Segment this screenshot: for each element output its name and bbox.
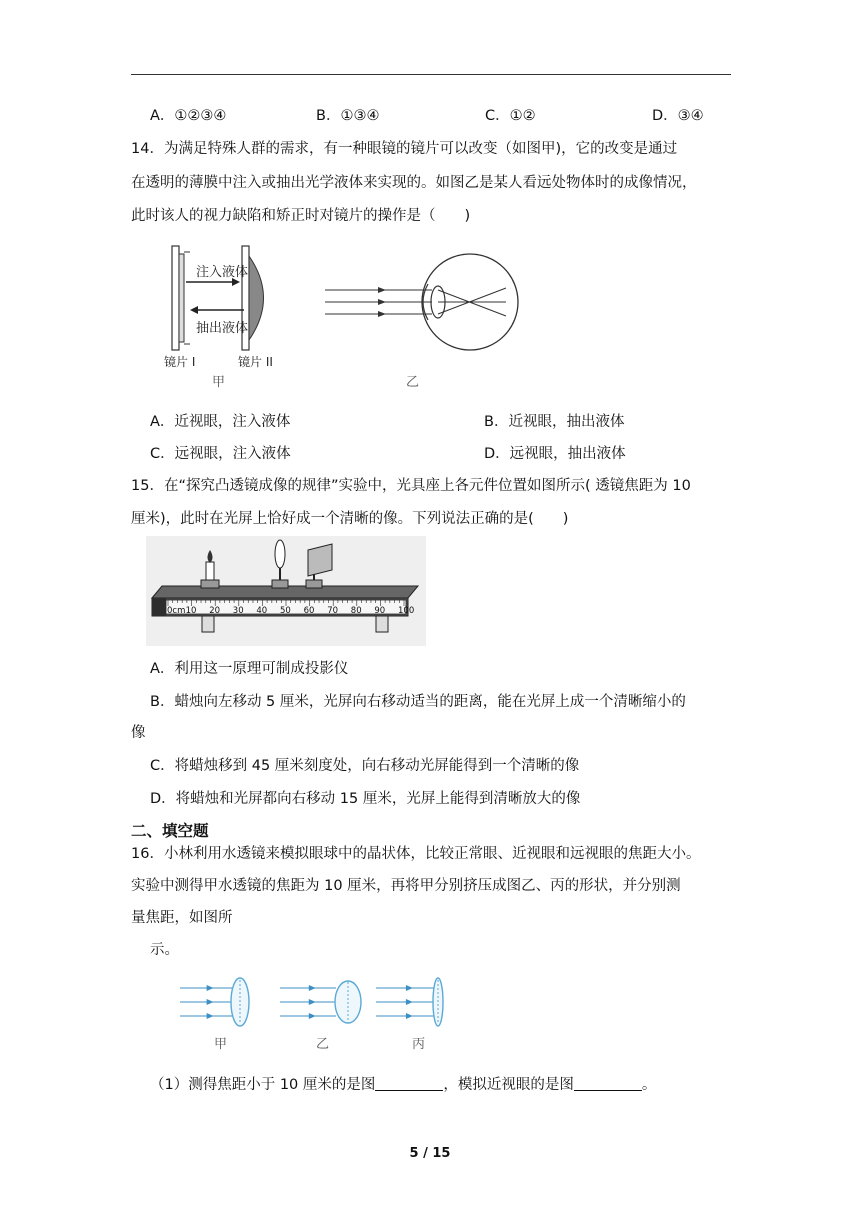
q13-option-d: D．③④ (652, 108, 704, 124)
q13-option-b: B．①③④ (316, 108, 380, 124)
q14-line-2: 在透明的薄膜中注入或抽出光学液体来实现的。如图乙是某人看远处物体时的成像情况， (131, 175, 697, 191)
ray-arrow (207, 999, 214, 1005)
eye-diagram (325, 254, 518, 350)
q15-option-c: C．将蜡烛移到 45 厘米刻度处，向右移动光屏能得到一个清晰的像 (150, 758, 580, 774)
ruler-label: 100 (398, 606, 415, 616)
caption-bing: 丙 (412, 1037, 426, 1052)
q16-line-2: 实验中测得甲水透镜的焦距为 10 厘米，再将甲分别挤压成图乙、丙的形状，并分别测 (131, 878, 681, 894)
q15-option-b-cont: 像 (131, 725, 146, 741)
ray-arrow (406, 985, 413, 991)
q15-option-d: D．将蜡烛和光屏都向右移动 15 厘米，光屏上能得到清晰放大的像 (150, 791, 581, 807)
header-rule (131, 74, 731, 75)
figure-caption-yi: 乙 (406, 375, 420, 390)
inject-label: 注入液体 (196, 265, 249, 280)
q14-option-a: A．近视眼，注入液体 (150, 414, 291, 430)
light-rays (180, 985, 434, 1019)
q14-line-1: 14．为满足特殊人群的需求，有一种眼镜的镜片可以改变（如图甲)，它的改变是通过 (131, 141, 678, 157)
ray-arrow (309, 999, 316, 1005)
ray-arrow (406, 999, 413, 1005)
q14-option-c: C．远视眼，注入液体 (150, 446, 291, 462)
q16-sub-1-text-c: 。 (641, 1077, 657, 1093)
ruler-label: 0cm (167, 606, 186, 616)
ruler-label: 90 (374, 606, 386, 616)
caption-yi: 乙 (316, 1037, 330, 1052)
q16-sub-1 (150, 1073, 656, 1094)
q16-line-4: 示。 (150, 942, 179, 958)
water-lens-figure (176, 972, 456, 1054)
q15-option-a: A．利用这一原理可制成投影仪 (150, 661, 349, 677)
extract-label: 抽出液体 (196, 321, 249, 336)
q14-line-3: 此时该人的视力缺陷和矫正时对镜片的操作是（ ) (131, 208, 471, 224)
ruler-label: 70 (327, 606, 339, 616)
ray-arrow (309, 985, 316, 991)
q15-line-1: 15．在“探究凸透镜成像的规律”实验中，光具座上各元件位置如图所示( 透镜焦距为 10 (131, 478, 691, 494)
q14-option-b: B．近视眼，抽出液体 (484, 414, 625, 430)
ruler-label: 30 (232, 606, 244, 616)
q14-figure (160, 240, 540, 390)
q16-sub-1-text-a: （1）测得焦距小于 10 厘米的是图 (150, 1077, 376, 1093)
ray-arrow (207, 1013, 214, 1019)
q15-option-b: B．蜡烛向左移动 5 厘米，光屏向右移动适当的距离，能在光屏上成一个清晰缩小的 (150, 694, 686, 710)
ruler-label: 50 (280, 606, 291, 616)
lens-2-label: 镜片 II (238, 355, 273, 369)
q16-sub-1-text-b: ，模拟近视眼的是图 (443, 1077, 574, 1093)
ruler-label: 80 (350, 606, 362, 616)
ruler-label: 20 (209, 606, 221, 616)
ruler-label: 10 (185, 606, 197, 616)
figure-caption-jia: 甲 (212, 375, 226, 390)
q16-line-1: 16．小林利用水透镜来模拟眼球中的晶状体，比较正常眼、近视眼和远视眼的焦距大小。 (131, 846, 701, 862)
q16-line-3: 量焦距，如图所 (131, 910, 233, 926)
optical-bench-figure (146, 536, 426, 646)
lens-1-label: 镜片 I (164, 355, 196, 369)
ruler-label: 40 (256, 606, 268, 616)
ray-arrow (309, 1013, 316, 1019)
ruler-label: 60 (303, 606, 315, 616)
section-title: 二、填空题 (131, 822, 209, 840)
lens-1-illustration (172, 246, 190, 350)
answer-blank-1[interactable] (375, 1076, 443, 1091)
ray-arrow (406, 1013, 413, 1019)
q15-line-2: 厘米)，此时在光屏上恰好成一个清晰的像。下列说法正确的是( ) (131, 511, 569, 527)
caption-jia: 甲 (214, 1037, 228, 1052)
q14-option-d: D．远视眼，抽出液体 (484, 446, 626, 462)
q13-option-c: C．①② (485, 108, 536, 124)
answer-blank-2[interactable] (574, 1076, 642, 1091)
page-number: 5 / 15 (409, 1146, 451, 1161)
q13-option-a: A．①②③④ (150, 108, 227, 124)
ray-arrow (207, 985, 214, 991)
